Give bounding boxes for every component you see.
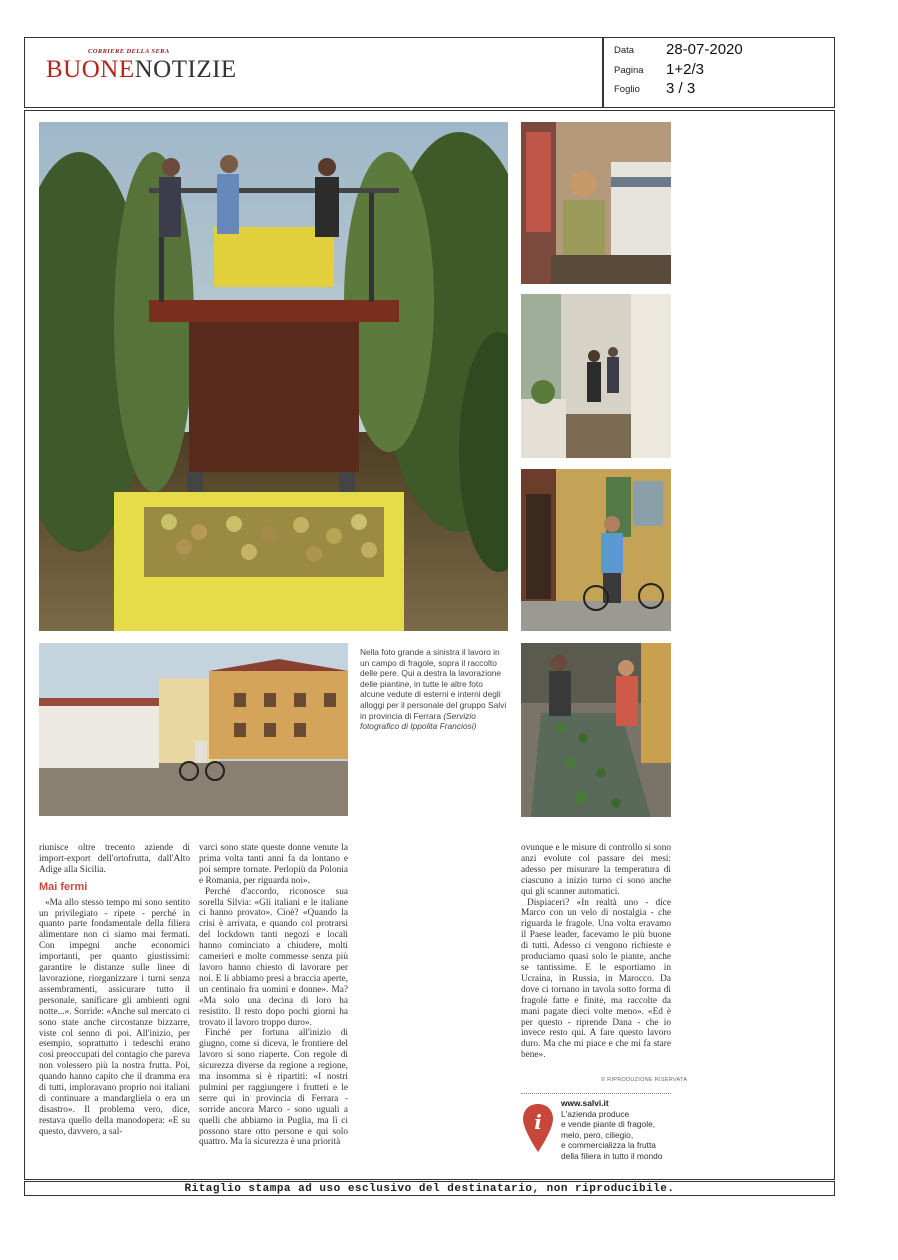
page-value: 1+2/3 — [666, 61, 704, 78]
reproduction-notice: Ritaglio stampa ad uso esclusivo del destinatario, non riproducibile. — [24, 1181, 835, 1196]
masthead-title — [46, 56, 237, 84]
orchard-harvest-photo — [39, 122, 508, 631]
publisher-name: CORRIERE DELLA SERA — [88, 48, 170, 55]
section-subheading: Mai fermi — [39, 880, 88, 893]
housing-exterior-photo — [39, 643, 348, 816]
photo-caption — [360, 647, 508, 732]
dormitory-woman-photo — [521, 122, 671, 284]
info-icon-letter: i — [534, 1110, 542, 1134]
company-website-link[interactable]: www.salvi.it — [561, 1098, 609, 1108]
column-3-paragraph-1: ovunque e le misure di controllo si sono anzi evolute col passare dei mesi: adesso per misurare la temperatura di ciascuno a inizio turno ci sono anche qui gli scanner automatici. — [521, 843, 671, 897]
hallway-photo — [521, 294, 671, 458]
date-value: 28-07-2020 — [666, 41, 743, 58]
date-label: Data — [614, 45, 635, 56]
photo-credit: (Servizio fotografico di Ippolita Franciosi) — [360, 710, 477, 732]
article-column-1 — [39, 843, 190, 1138]
info-line-2: e vende piante di fragole, — [561, 1119, 656, 1129]
info-icon — [521, 1102, 555, 1154]
column-2-paragraph-3: Finché per fortuna all'inizio di giugno, come si diceva, le frontiere del lavoro si sono riaperte. Con regole di sicurezza diverse da regione a regione, ma insomma si è ripartiti: «I nostri pulmini per raggiungere i frutteti e le serre qui in provincia di Ferrara - sorride ancora Marco - sono uguali a quelli che abbiamo in Puglia, ma lì ci possono stare otto persone e qui solo quattro. Ma la sicurezza è una priorità — [199, 1028, 348, 1148]
masthead-part-1: BUONE — [46, 56, 135, 83]
column-1-body: «Ma allo stesso tempo mi sono sentito un privilegiato - ripete - perché in quanto parte fondamentale della filiera alimentare non ci siamo mai fermati. Con impegni anche economici importanti, per quanto giustissimi: garantire le distanze sulle linee di lavorazione, riorganizzare i turni senza assembramenti, assicurare tutto il personale, sanificare gli ambienti ogni notte...». Sorride: «Anche sul mercato ci sono state anche circostanze bizzarre, viste col senno di poi. All'inizio, per esempio, soprattutto i tedeschi erano così preoccupati del contagio che pareva non volessero più la nostra frutta. Poi, quando hanno capito che il dramma era di tutti, imploravano proprio noi italiani di continuare a mandargliela o era un disastro». Il problema vero, dice, restava quello della manodopera: «E su questo, davvero, a sal- — [39, 897, 191, 1137]
copyright-notice: © RIPRODUZIONE RISERVATA — [601, 1077, 688, 1083]
column-3-paragraph-2: Dispiaceri? «In realtà uno - dice Marco con un velo di nostalgia - che riguarda le fragole. Una volta eravamo il Paese leader, facevamo le più buone di tutti. Adesso ci vengono richieste e produciamo quasi solo le piante, anche se tantissime. E le esportiamo in Ucraina, in Russia, in Marocco. Da dove ci tornano in tavola sotto forma di fragole fatte e finite, ma raccolte da mani pagate dieci volte meno». «Ed è per questo - riprende Dana - che io invece resto qui. A fare questo lavoro duro. Ma che mi piace e che mi fa stare bene». — [521, 897, 671, 1061]
info-line-3: melo, pero, ciliegio, — [561, 1129, 634, 1140]
article-column-2 — [199, 843, 348, 1148]
info-box-divider — [521, 1093, 671, 1094]
column-2-paragraph-1: varci sono state queste donne venute la prima volta tanti anni fa da lontano e poi sempre tornate. Perlopiù da Polonia e Romania, per riguarda noi». — [199, 843, 348, 886]
sheet-value: 3 / 3 — [666, 80, 696, 97]
page-label: Pagina — [614, 65, 644, 76]
caption-text: Nella foto grande a sinistra il lavoro in un campo di fragole, sopra il raccolto delle pere. Qui a destra la lavorazione delle piantine, in tutte le altre foto alcune vedute di esterni e interni degli alloggi per il personale del gruppo Salvi in provincia di Ferrara — [360, 647, 507, 721]
article-column-3 — [521, 843, 671, 1061]
sheet-label: Foglio — [614, 84, 640, 95]
seedling-processing-photo — [521, 643, 671, 817]
column-2-paragraph-2: Perché d'accordo, riconosce sua sorella Silvia: «Gli italiani e le italiane ci hanno provato». Cioè? «Quando la crisi è arrivata, e quando col protrarsi del lockdown tanti negozi e locali hanno cominciato a chiudere, molti camerieri e molte commesse senza più lavoro hanno chiesto di lavorare per noi. E li abbiamo presi a braccia aperte, un centinaio fra uomini e donne». Ma? «Ma solo una decina di loro ha resistito. Il resto dopo pochi giorni ha trovato il lavoro troppo duro». — [199, 886, 348, 1028]
column-1-intro: riunisce oltre trecento aziende di import-export dell'ortofrutta, dall'Alto Adige alla Sicilia. — [39, 843, 190, 875]
info-line-4: e commercializza la frutta — [561, 1140, 656, 1150]
masthead-part-2: NOTIZIE — [134, 56, 237, 83]
info-line-1: L'azienda produce — [561, 1108, 630, 1119]
info-box-text — [561, 1098, 663, 1161]
info-line-5: della filiera in tutto il mondo — [561, 1150, 663, 1161]
worker-with-bicycle-photo — [521, 469, 671, 631]
